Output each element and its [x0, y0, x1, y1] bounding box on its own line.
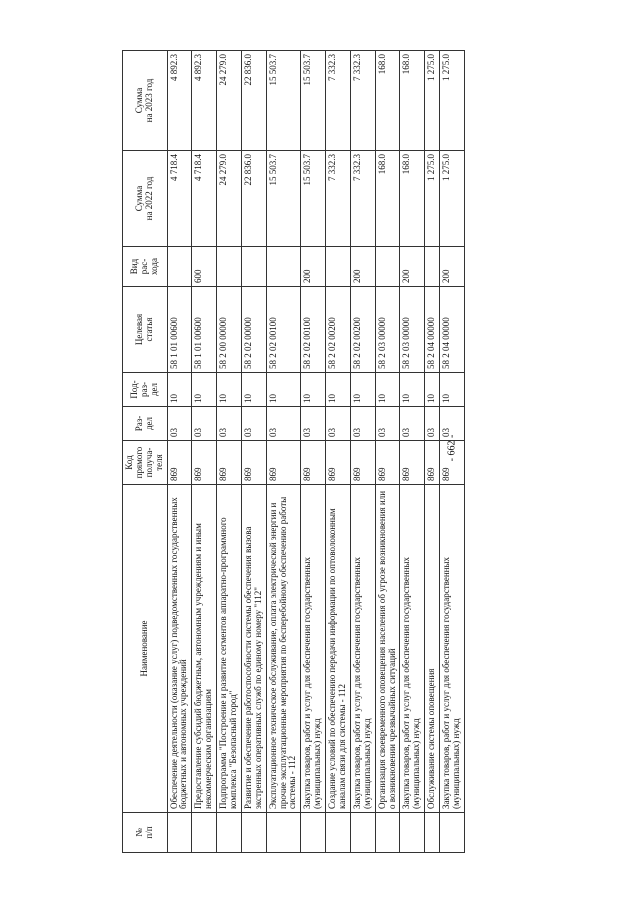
cell-target-article: 58 2 04 00000: [440, 287, 465, 373]
cell-sum-2023: 24 279.0: [217, 51, 242, 151]
table-row: [217, 51, 242, 853]
cell-num: [375, 813, 400, 853]
cell-target-article: 58 2 02 00100: [266, 287, 301, 373]
cell-target-article: 58 2 03 00000: [375, 287, 400, 373]
cell-admin-code: 869: [266, 441, 301, 485]
cell-expense-type: 200: [400, 247, 425, 287]
cell-expense-type: 200: [440, 247, 465, 287]
cell-admin-code: 869: [326, 441, 351, 485]
cell-num: [301, 813, 326, 853]
cell-subsection: 10: [301, 373, 326, 407]
cell-sum-2022: 168.0: [400, 151, 425, 247]
cell-subsection: 10: [192, 373, 217, 407]
table-row: [192, 51, 217, 853]
cell-sum-2022: 7 332.3: [326, 151, 351, 247]
cell-sum-2023: 22 836.0: [241, 51, 266, 151]
cell-section: 03: [440, 407, 465, 441]
cell-subsection: 10: [400, 373, 425, 407]
cell-name: Закупка товаров, работ и услуг для обеспечения государственных (муниципальных) нужд: [400, 485, 425, 813]
cell-section: 03: [375, 407, 400, 441]
cell-name: Закупка товаров, работ и услуг для обеспечения государственных (муниципальных) нужд: [301, 485, 326, 813]
cell-admin-code: 869: [350, 441, 375, 485]
cell-section: 03: [217, 407, 242, 441]
budget-table: [122, 50, 465, 853]
cell-subsection: 10: [326, 373, 351, 407]
cell-section: 03: [167, 407, 192, 441]
cell-sum-2022: 7 332.3: [350, 151, 375, 247]
cell-sum-2022: 24 279.0: [217, 151, 242, 247]
cell-target-article: 58 2 02 00000: [241, 287, 266, 373]
cell-target-article: 58 2 04 00000: [425, 287, 440, 373]
cell-subsection: 10: [350, 373, 375, 407]
cell-target-article: 58 2 02 00200: [350, 287, 375, 373]
cell-name: Подпрограмма "Построение и развитие сегментов аппаратно-программного комплекса "Безопасный город": [217, 485, 242, 813]
cell-num: [350, 813, 375, 853]
cell-name: Создание условий по обеспечению передачи информации по оптоволоконным каналам связи для системы - 112: [326, 485, 351, 813]
cell-sum-2023: 1 275.0: [425, 51, 440, 151]
cell-expense-type: [425, 247, 440, 287]
table-row: [167, 51, 192, 853]
header-num: № п/п: [123, 813, 168, 853]
cell-sum-2023: 4 892.3: [167, 51, 192, 151]
cell-admin-code: 869: [301, 441, 326, 485]
header-section: Раз- дел: [123, 407, 168, 441]
cell-target-article: 58 2 02 00100: [301, 287, 326, 373]
cell-expense-type: [326, 247, 351, 287]
cell-target-article: 58 2 02 00200: [326, 287, 351, 373]
header-expense-type: Вид рас- хода: [123, 247, 168, 287]
cell-admin-code: 869: [440, 441, 465, 485]
cell-sum-2022: 15 503.7: [301, 151, 326, 247]
cell-num: [192, 813, 217, 853]
cell-target-article: 58 1 01 00600: [192, 287, 217, 373]
cell-admin-code: 869: [375, 441, 400, 485]
cell-num: [425, 813, 440, 853]
table-header-row: [123, 51, 168, 853]
cell-sum-2022: 4 718.4: [192, 151, 217, 247]
cell-name: Обеспечение деятельности (оказание услуг) подведомственных государственных бюджетных и автономных учреждений: [167, 485, 192, 813]
cell-section: 03: [350, 407, 375, 441]
cell-target-article: 58 1 01 00600: [167, 287, 192, 373]
cell-admin-code: 869: [217, 441, 242, 485]
cell-num: [440, 813, 465, 853]
cell-sum-2023: 168.0: [400, 51, 425, 151]
table-row: [400, 51, 425, 853]
cell-sum-2023: 7 332.3: [350, 51, 375, 151]
cell-sum-2022: 4 718.4: [167, 151, 192, 247]
cell-expense-type: [266, 247, 301, 287]
cell-sum-2023: 1 275.0: [440, 51, 465, 151]
cell-subsection: 10: [266, 373, 301, 407]
cell-num: [241, 813, 266, 853]
cell-name: Организация своевременного оповещения населения об угрозе возникновения или о возникновении чрезвычайных ситуаций: [375, 485, 400, 813]
cell-expense-type: 200: [350, 247, 375, 287]
cell-target-article: 58 2 03 00000: [400, 287, 425, 373]
cell-name: Закупка товаров, работ и услуг для обеспечения государственных (муниципальных) нужд: [350, 485, 375, 813]
cell-section: 03: [241, 407, 266, 441]
cell-expense-type: 200: [301, 247, 326, 287]
cell-subsection: 10: [375, 373, 400, 407]
header-admin-code: Код прямого получа- теля: [123, 441, 168, 485]
cell-expense-type: [217, 247, 242, 287]
header-name: Наименование: [123, 485, 168, 813]
cell-sum-2023: 168.0: [375, 51, 400, 151]
cell-section: 03: [266, 407, 301, 441]
cell-num: [400, 813, 425, 853]
cell-sum-2022: 1 275.0: [440, 151, 465, 247]
cell-sum-2023: 4 892.3: [192, 51, 217, 151]
cell-name: Развитие и обеспечение работоспособности системы обеспечения вызова экстренных оперативных служб по единому номеру "112": [241, 485, 266, 813]
table-row: [375, 51, 400, 853]
cell-num: [217, 813, 242, 853]
table-row: [425, 51, 440, 853]
cell-admin-code: 869: [167, 441, 192, 485]
header-sum-2022: Сумма на 2022 год: [123, 151, 168, 247]
header-sum-2023: Сумма на 2023 год: [123, 51, 168, 151]
cell-subsection: 10: [167, 373, 192, 407]
cell-subsection: 10: [440, 373, 465, 407]
cell-num: [266, 813, 301, 853]
cell-name: Эксплуатационное техническое обслуживание, оплата электрической энергии и прочие эксплуатационные мероприятия по бесперебойному обеспечению работы системы - 112: [266, 485, 301, 813]
cell-section: 03: [326, 407, 351, 441]
cell-subsection: 10: [217, 373, 242, 407]
header-target-article: Целевая статья: [123, 287, 168, 373]
cell-sum-2022: 168.0: [375, 151, 400, 247]
cell-section: 03: [192, 407, 217, 441]
cell-section: 03: [425, 407, 440, 441]
header-subsection: Под- раз- дел: [123, 373, 168, 407]
cell-section: 03: [301, 407, 326, 441]
table-row: [241, 51, 266, 853]
table-row: [326, 51, 351, 853]
table-row: [440, 51, 465, 853]
cell-expense-type: [375, 247, 400, 287]
cell-admin-code: 869: [241, 441, 266, 485]
cell-subsection: 10: [241, 373, 266, 407]
cell-admin-code: 869: [425, 441, 440, 485]
cell-num: [326, 813, 351, 853]
cell-name: Обслуживание системы оповещения: [425, 485, 440, 813]
table-row: [301, 51, 326, 853]
cell-num: [167, 813, 192, 853]
cell-sum-2023: 15 503.7: [301, 51, 326, 151]
page-number: - 662 -: [446, 434, 458, 462]
cell-expense-type: 600: [192, 247, 217, 287]
cell-expense-type: [241, 247, 266, 287]
cell-sum-2022: 15 503.7: [266, 151, 301, 247]
cell-admin-code: 869: [192, 441, 217, 485]
cell-name: Закупка товаров, работ и услуг для обеспечения государственных (муниципальных) нужд: [440, 485, 465, 813]
cell-target-article: 58 2 00 00000: [217, 287, 242, 373]
table-row: [266, 51, 301, 853]
cell-subsection: 10: [425, 373, 440, 407]
cell-sum-2022: 22 836.0: [241, 151, 266, 247]
cell-section: 03: [400, 407, 425, 441]
table-row: [350, 51, 375, 853]
cell-sum-2023: 7 332.3: [326, 51, 351, 151]
cell-sum-2023: 15 503.7: [266, 51, 301, 151]
cell-admin-code: 869: [400, 441, 425, 485]
cell-sum-2022: 1 275.0: [425, 151, 440, 247]
cell-name: Предоставление субсидий бюджетным, автономным учреждениям и иным некоммерческим организациям: [192, 485, 217, 813]
cell-expense-type: [167, 247, 192, 287]
